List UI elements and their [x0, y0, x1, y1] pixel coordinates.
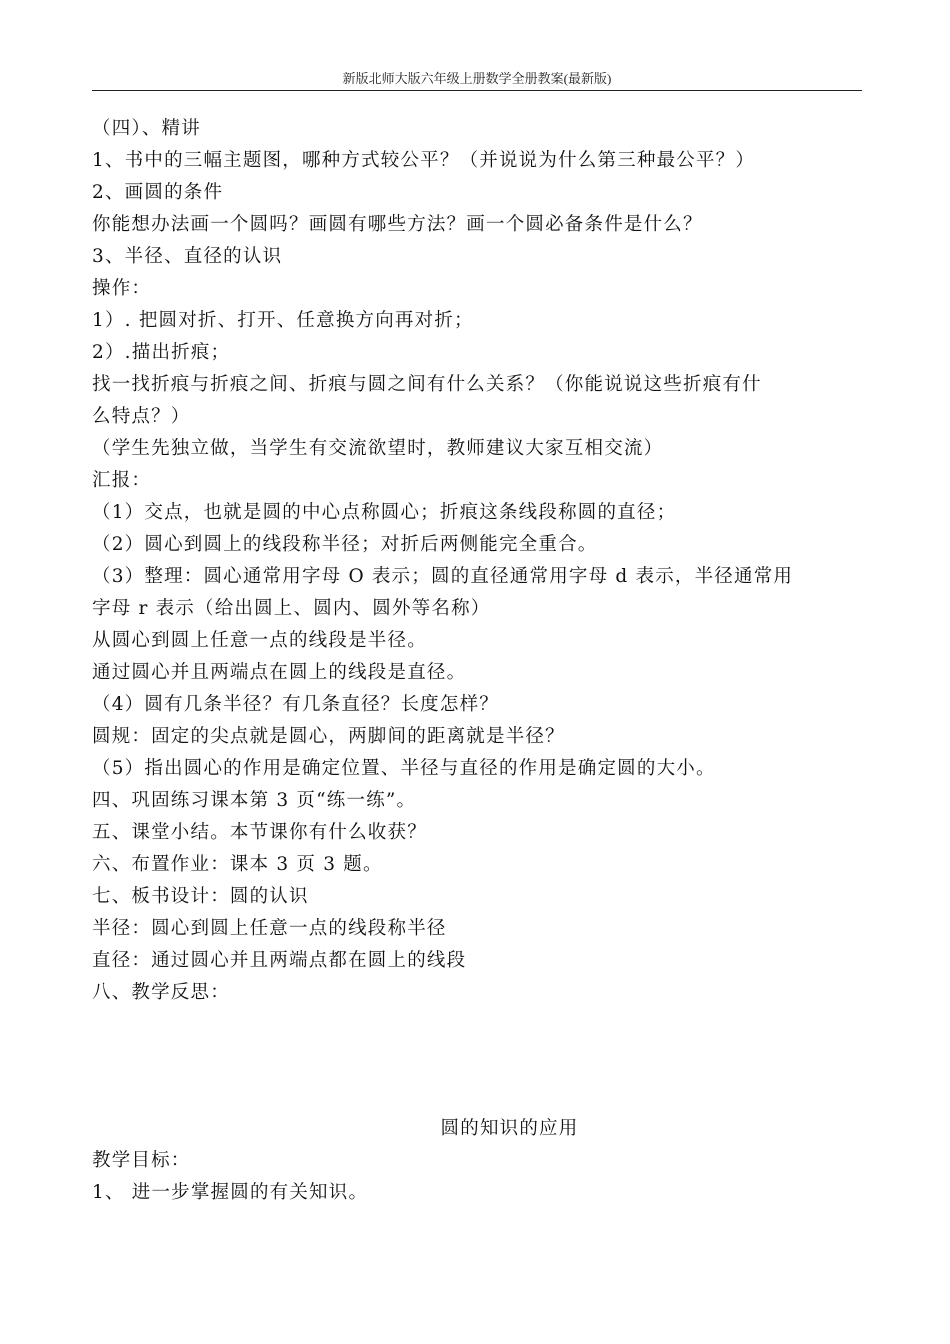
heading-drawing-conditions: 2、画圆的条件 [92, 182, 224, 203]
step-fold: 1）. 把圆对折、打开、任意换方向再对折； [92, 310, 474, 331]
note-student-work: （学生先独立做，当学生有交流欲望时，教师建议大家互相交流） [92, 438, 664, 459]
document-body [92, 113, 867, 1209]
question-draw-circle: 你能想办法画一个圆吗？画圆有哪些方法？画一个圆必备条件是什么？ [92, 214, 703, 235]
board-radius: 半径：圆心到圆上任意一点的线段称半径 [92, 918, 447, 939]
definition-diameter: 通过圆心并且两端点在圆上的线段是直径。 [92, 662, 467, 683]
blank-space [92, 1009, 867, 1113]
heading-jingjiang: （四）、精讲 [92, 118, 201, 139]
compass-note: 圆规：固定的尖点就是圆心，两脚间的距离就是半径？ [92, 726, 565, 747]
question-theme-images: 1、书中的三幅主题图，哪种方式较公平？（并说说为什么第三种最公平？） [92, 150, 756, 171]
homework-section: 六、布置作业：课本 3 页 3 题。 [92, 854, 383, 875]
definition-radius: 从圆心到圆上任意一点的线段是半径。 [92, 630, 427, 651]
report-item-3-cont: 字母 r 表示（给出圆上、圆内、圆外等名称） [92, 598, 491, 619]
question-crease-relation-cont: 么特点？） [92, 406, 191, 427]
board-design-section: 七、板书设计：圆的认识 [92, 886, 309, 907]
report-item-2: （2）圆心到圆上的线段称半径；对折后两侧能完全重合。 [92, 534, 598, 555]
page-header: 新版北师大版六年级上册数学全册教案(最新版) [92, 70, 862, 91]
section-title: 圆的知识的应用 [440, 1118, 579, 1139]
report-item-5: （5）指出圆心的作用是确定位置、半径与直径的作用是确定圆的大小。 [92, 758, 716, 779]
heading-radius-diameter: 3、半径、直径的认识 [92, 246, 283, 267]
board-diameter: 直径：通过圆心并且两端点都在圆上的线段 [92, 950, 467, 971]
label-report: 汇报： [92, 470, 152, 491]
report-item-3: （3）整理：圆心通常用字母 O 表示；圆的直径通常用字母 d 表示，半径通常用 [92, 566, 794, 587]
objectives-label: 教学目标： [92, 1150, 191, 1171]
practice-section: 四、巩固练习课本第 3 页“练一练”。 [92, 790, 417, 811]
label-operation: 操作： [92, 278, 152, 299]
report-item-4: （4）圆有几条半径？有几条直径？长度怎样？ [92, 694, 499, 715]
reflection-section: 八、教学反思： [92, 982, 230, 1003]
step-trace: 2）.描出折痕； [92, 342, 231, 363]
question-crease-relation: 找一找折痕与折痕之间、折痕与圆之间有什么关系？（你能说说这些折痕有什 [92, 374, 762, 395]
objective-item-1: 1、 进一步掌握圆的有关知识。 [92, 1182, 369, 1203]
summary-section: 五、课堂小结。本节课你有什么收获？ [92, 822, 427, 843]
report-item-1: （1）交点，也就是圆的中心点称圆心；折痕这条线段称圆的直径； [92, 502, 677, 523]
